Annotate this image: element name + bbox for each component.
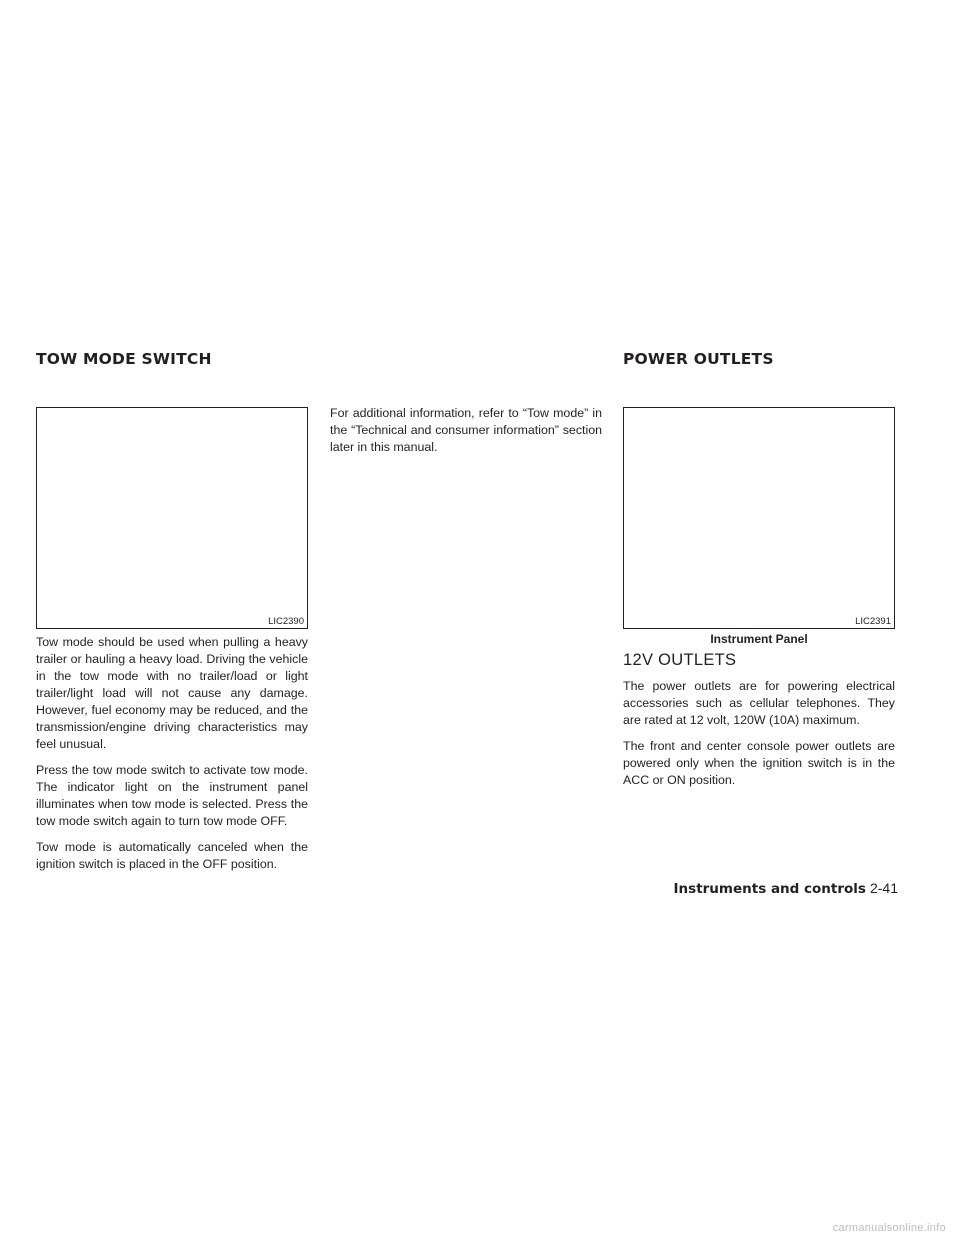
instrument-panel-figure [623, 407, 895, 629]
footer-chapter: Instruments and controls [673, 881, 866, 897]
12v-outlets-subheading: 12V OUTLETS [623, 651, 737, 669]
tow-mode-paragraph: Press the tow mode switch to activate tow mode. The indicator light on the instrument panel illuminates when tow mode is selected. Press the tow mode switch again to turn tow mode OFF. [36, 763, 308, 828]
tow-mode-switch-heading: TOW MODE SWITCH [36, 350, 212, 368]
tow-mode-paragraph: Tow mode is automatically canceled when the ignition switch is placed in the OFF position. [36, 840, 308, 871]
tow-mode-left-column [36, 634, 308, 882]
instrument-panel-caption: Instrument Panel [710, 632, 808, 646]
instrument-panel-figure-id: LIC2391 [855, 616, 891, 627]
power-outlets-paragraph: The front and center console power outlets are powered only when the ignition switch is in the ACC or ON position. [623, 739, 895, 787]
power-outlets-column [623, 678, 895, 798]
site-watermark: carmanualsonline.info [832, 1222, 946, 1234]
page-footer [674, 880, 898, 897]
tow-mode-paragraph: Tow mode should be used when pulling a heavy trailer or hauling a heavy load. Driving the vehicle in the tow mode with no trailer/load or light trailer/light load will not cause any damage. However, fuel economy may be reduced, and the transmission/engine driving characteristics may feel unusual. [36, 635, 308, 751]
power-outlets-paragraph: The power outlets are for powering electrical accessories such as cellular telephones. They are rated at 12 volt, 120W (10A) maximum. [623, 679, 895, 727]
tow-mode-figure-id: LIC2390 [268, 616, 304, 627]
tow-mode-figure [36, 407, 308, 629]
power-outlets-heading: POWER OUTLETS [623, 350, 774, 368]
footer-page-number: 2-41 [869, 880, 898, 896]
tow-mode-right-column [330, 405, 602, 465]
tow-mode-more-info: For additional information, refer to “Tow mode” in the “Technical and consumer information” section later in this manual. [330, 406, 602, 454]
